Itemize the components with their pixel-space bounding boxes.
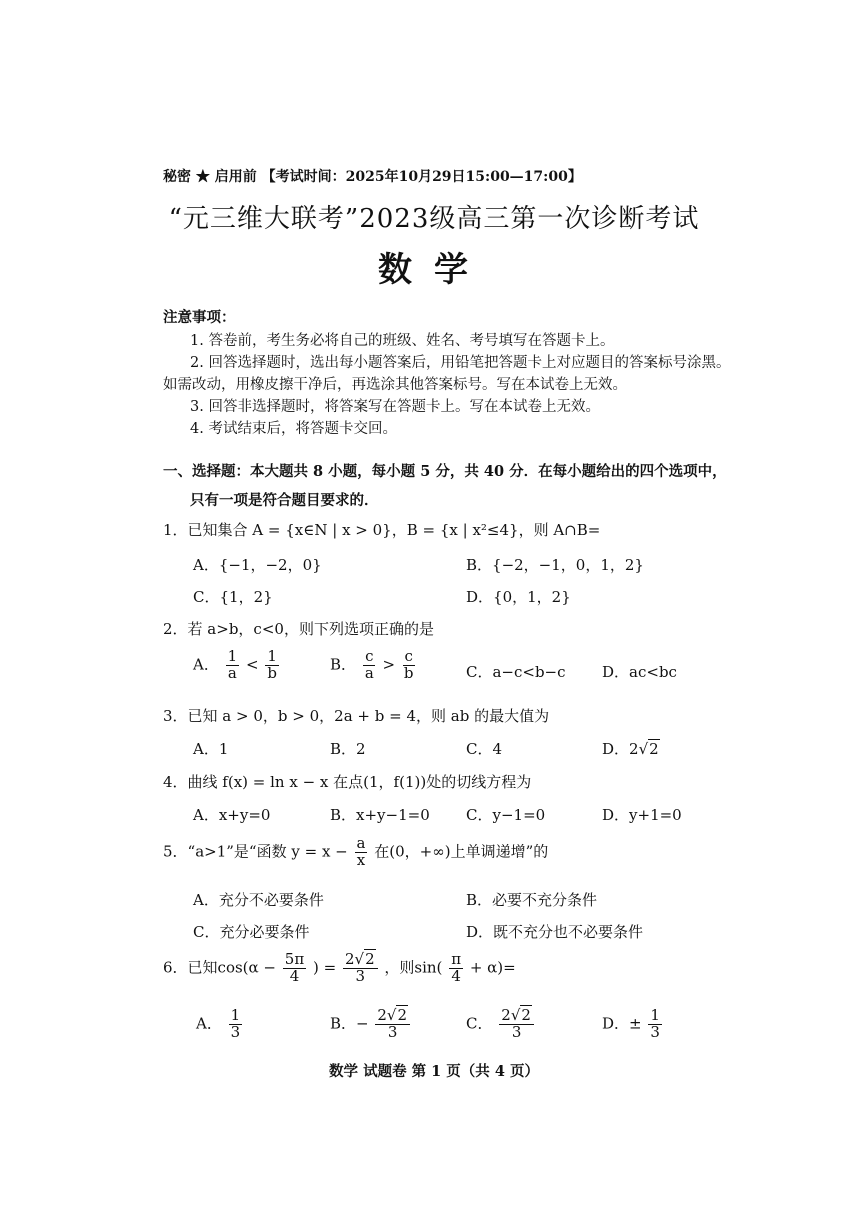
fraction — [375, 1008, 410, 1041]
exam-title: “元三维大联考”2023级高三第一次诊断考试 — [168, 204, 700, 234]
q1-option-a: A．{−1，−2，0} — [193, 556, 322, 574]
q3-option-d-label: D． — [602, 740, 630, 758]
q5-option-b: B．必要不充分条件 — [466, 891, 598, 909]
q3-option-b: B．2 — [330, 740, 366, 758]
question-1-stem: 1．已知集合 A = {x∈N | x > 0}，B = {x | x²≤4}，则 A∩B= — [163, 521, 601, 539]
coefficient: 2 — [501, 1006, 511, 1024]
denominator: 3 — [650, 1022, 660, 1041]
fraction — [402, 649, 416, 682]
denominator: 3 — [387, 1022, 398, 1041]
q5-option-a: A．充分不必要条件 — [193, 891, 324, 909]
q6-stem-part-1: 6．已知cos(α − — [163, 958, 276, 977]
numerator: a — [356, 834, 366, 852]
numerator: 1 — [230, 1006, 241, 1024]
q1-option-c: C．{1，2} — [193, 588, 273, 606]
question-6-stem — [163, 952, 516, 985]
q2-option-b-label: B． — [330, 655, 357, 674]
question-4-stem: 4．曲线 f(x) = ln x − x 在点(1，f(1))处的切线方程为 — [163, 773, 532, 791]
notice-item-2b: 如需改动，用橡皮擦干净后，再选涂其他答案标号。写在本试卷上无效。 — [163, 377, 627, 393]
notice-item-2a: 2. 回答选择题时，选出每小题答案后，用铅笔把答题卡上对应题目的答案标号涂黑。 — [190, 355, 731, 371]
denominator: 4 — [289, 966, 300, 985]
q4-option-b: B．x+y−1=0 — [330, 806, 430, 824]
fraction — [449, 952, 463, 985]
q6-option-a — [196, 1008, 244, 1041]
coefficient: 2 — [377, 1006, 387, 1024]
fraction — [355, 836, 368, 869]
q6-option-b — [330, 1008, 412, 1041]
denominator: x — [356, 850, 366, 869]
numerator: c — [365, 647, 374, 665]
q2-option-b — [330, 649, 418, 682]
q6-option-d — [602, 1008, 664, 1041]
q6-option-c — [466, 1008, 536, 1041]
radicand: 2 — [365, 950, 375, 968]
fraction — [499, 1008, 534, 1041]
fraction — [229, 1008, 243, 1041]
fraction — [648, 1008, 662, 1041]
numerator: π — [451, 950, 462, 968]
q5-stem-post: 在(0，+∞)上单调递增”的 — [374, 842, 549, 861]
exam-secret-line: 秘密 ★ 启用前 【考试时间：2025年10月29日15:00—17:00】 — [163, 169, 582, 185]
denominator: 3 — [511, 1022, 522, 1041]
page-footer: 数学 试题卷 第 1 页（共 4 页） — [329, 1063, 539, 1080]
q6-option-b-label: B．− — [330, 1014, 369, 1033]
radicand: 2 — [397, 1006, 408, 1024]
numerator: c — [404, 647, 413, 665]
q5-option-d: D．既不充分也不必要条件 — [466, 923, 644, 941]
q3-option-d: D．2√2 — [602, 740, 659, 758]
question-3-stem: 3．已知 a > 0，b > 0，2a + b = 4，则 ab 的最大值为 — [163, 707, 550, 725]
q3-option-c: C．4 — [466, 740, 503, 758]
q6-stem-part-4: + α)= — [469, 958, 516, 977]
numerator: 1 — [267, 647, 277, 665]
fraction — [343, 952, 378, 985]
q3-option-a: A．1 — [193, 740, 229, 758]
operator: > — [382, 655, 396, 674]
numerator: 5π — [284, 950, 305, 968]
q4-option-d: D．y+1=0 — [602, 806, 682, 824]
denominator: 3 — [230, 1022, 241, 1041]
q6-option-d-label: D．± — [602, 1014, 642, 1033]
q1-option-b: B．{−2，−1，0，1，2} — [466, 556, 644, 574]
q2-option-a — [193, 649, 281, 682]
coefficient: 2 — [629, 740, 639, 758]
q6-stem-part-3: ，则sin( — [384, 958, 443, 977]
notice-item-1: 1. 答卷前，考生务必将自己的班级、姓名、考号填写在答题卡上。 — [190, 333, 615, 349]
fraction — [283, 952, 306, 985]
notice-heading: 注意事项： — [163, 309, 236, 326]
q4-option-a: A．x+y=0 — [193, 806, 271, 824]
numerator: 1 — [227, 647, 238, 665]
numerator: 2√2 — [499, 1008, 534, 1025]
numerator: 2√2 — [375, 1008, 410, 1025]
denominator: a — [227, 663, 237, 682]
denominator: 4 — [451, 966, 461, 985]
question-5-stem — [163, 836, 548, 869]
section-heading-line2: 只有一项是符合题目要求的． — [190, 492, 379, 509]
q6-option-a-label: A． — [196, 1014, 222, 1033]
question-2-stem: 2．若 a>b，c<0，则下列选项正确的是 — [163, 620, 434, 638]
fraction — [265, 649, 279, 682]
operator: < — [245, 655, 259, 674]
fraction — [226, 649, 240, 682]
notice-item-4: 4. 考试结束后，将答题卡交回。 — [190, 421, 397, 437]
subject-title: 数学 — [378, 250, 490, 290]
q6-stem-part-2: ) = — [312, 958, 337, 977]
radicand: 2 — [521, 1006, 531, 1024]
denominator: b — [267, 663, 277, 682]
section-heading-line1: 一、选择题：本大题共 8 小题，每小题 5 分，共 40 分．在每小题给出的四个选项中， — [163, 463, 727, 480]
q1-option-d: D．{0，1，2} — [466, 588, 571, 606]
q4-option-c: C．y−1=0 — [466, 806, 546, 824]
fraction — [363, 649, 376, 682]
q6-option-c-label: C． — [466, 1014, 493, 1033]
denominator: b — [403, 663, 414, 682]
numerator: 2√2 — [343, 952, 378, 969]
notice-item-3: 3. 回答非选择题时，将答案写在答题卡上。写在本试卷上无效。 — [190, 399, 600, 415]
q2-option-c: C．a−c<b−c — [466, 663, 566, 681]
denominator: a — [364, 663, 374, 682]
numerator: 1 — [650, 1006, 660, 1024]
coefficient: 2 — [344, 950, 355, 968]
q5-stem-pre: 5．“a>1”是“函数 y = x − — [163, 842, 348, 861]
q5-option-c: C．充分必要条件 — [193, 923, 310, 941]
radicand: 2 — [649, 740, 659, 758]
q2-option-d: D．ac<bc — [602, 663, 677, 681]
denominator: 3 — [355, 966, 366, 985]
q2-option-a-label: A． — [193, 655, 219, 674]
